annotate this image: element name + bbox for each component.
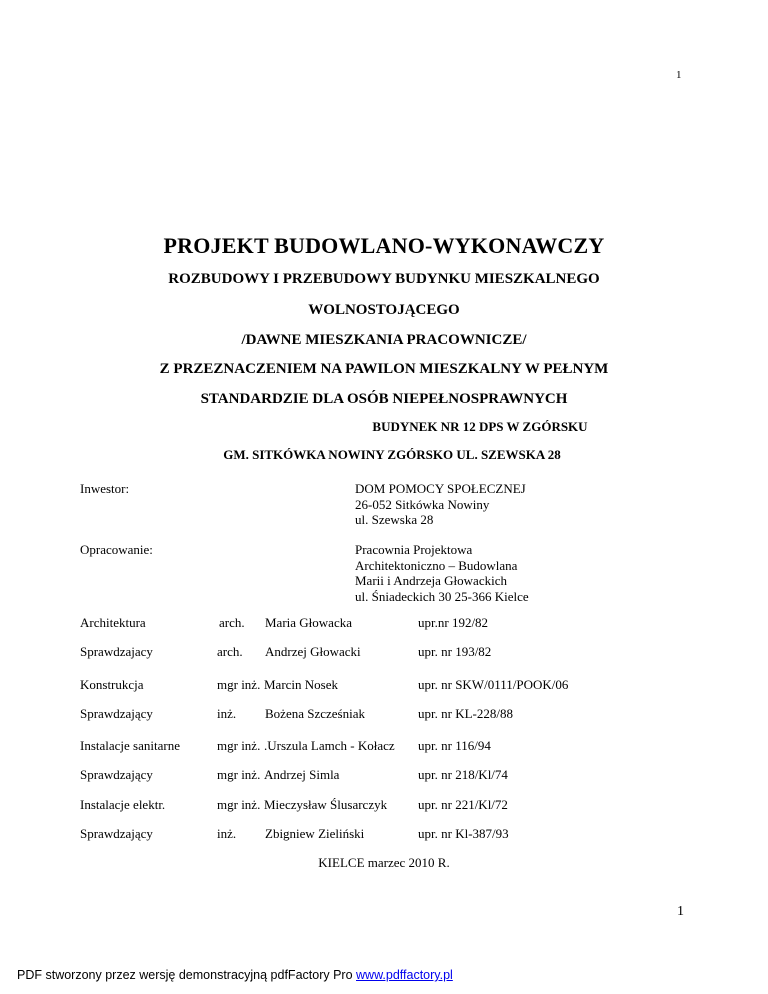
team-license: upr. nr SKW/0111/POOK/06: [418, 677, 569, 692]
date-line: KIELCE marzec 2010 R.: [318, 855, 450, 870]
team-name: Zbigniew Zieliński: [265, 826, 365, 841]
team-role: Sprawdzający: [80, 706, 153, 721]
prepared-by-line-2: Architektoniczno – Budowlana: [355, 557, 518, 573]
team-role: Instalacje sanitarne: [80, 738, 180, 753]
investor-address: [355, 481, 526, 528]
team-role: Instalacje elektr.: [80, 797, 166, 812]
building-number: BUDYNEK NR 12 DPS W ZGÓRSKU: [372, 419, 588, 434]
subtitle-line-4: Z PRZEZNACZENIEM NA PAWILON MIESZKALNY W PEŁNYM: [159, 361, 609, 377]
pdf-watermark-footer: [17, 968, 453, 982]
prepared-by-address: [355, 542, 529, 604]
document-title: PROJEKT BUDOWLANO-WYKONAWCZY: [163, 233, 605, 258]
investor-label: Inwestor:: [80, 481, 130, 496]
prepared-by-line-3: Marii i Andrzeja Głowackich: [355, 573, 507, 588]
team-role: Sprawdzający: [80, 767, 153, 782]
team-role: Sprawdzajacy: [80, 644, 153, 659]
team-license: upr. nr KL-228/88: [418, 706, 513, 721]
team-license: upr.nr 192/82: [418, 615, 489, 630]
pdffactory-link[interactable]: www.pdffactory.pl: [356, 968, 453, 982]
page-number-bottom: 1: [677, 904, 684, 919]
subtitle-line-5: STANDARDZIE DLA OSÓB NIEPEŁNOSPRAWNYCH: [200, 391, 568, 407]
team-title: mgr inż.: [217, 797, 261, 812]
team-title: mgr inż.: [217, 677, 261, 692]
subtitle-line-1: ROZBUDOWY I PRZEBUDOWY BUDYNKU MIESZKALNEGO: [168, 271, 600, 287]
investor-line-2: 26-052 Sitkówka Nowiny: [355, 496, 490, 512]
investor-line-1: DOM POMOCY SPOŁECZNEJ: [355, 481, 526, 496]
team-license: upr. nr 193/82: [418, 644, 492, 659]
team-name: Mieczysław Ślusarczyk: [264, 797, 388, 812]
page-number-top: 1: [676, 69, 682, 81]
pdf-watermark-text: PDF stworzony przez wersję demonstracyjną pdfFactory Pro: [17, 968, 357, 982]
prepared-by-line-1: Pracownia Projektowa: [355, 542, 473, 557]
team-title: mgr inż.: [217, 767, 261, 782]
team-name: .Urszula Lamch - Kołacz: [264, 738, 395, 753]
team-license: upr. nr 221/Kl/72: [418, 797, 508, 812]
team-role: Konstrukcja: [80, 677, 144, 692]
team-name: Marcin Nosek: [264, 677, 339, 692]
team-license: upr. nr 218/Kl/74: [418, 767, 508, 782]
team-name: Andrzej Simla: [264, 767, 340, 782]
team-name: Bożena Szcześniak: [265, 706, 365, 721]
subtitle-line-2: WOLNOSTOJĄCEGO: [308, 302, 460, 318]
team-role: Sprawdzający: [80, 826, 153, 841]
team-title: inż.: [217, 706, 237, 721]
investor-line-3: ul. Szewska 28: [355, 512, 434, 527]
team-role: Architektura: [80, 615, 146, 630]
team-name: Maria Głowacka: [265, 615, 352, 630]
team-title: mgr inż.: [217, 738, 261, 753]
prepared-by-label: Opracowanie:: [80, 542, 153, 557]
team-title: arch.: [219, 615, 245, 630]
team-title: arch.: [217, 644, 243, 659]
building-address: GM. SITKÓWKA NOWINY ZGÓRSKO UL. SZEWSKA 28: [223, 447, 561, 462]
team-name: Andrzej Głowacki: [265, 644, 361, 659]
subtitle-line-3: /DAWNE MIESZKANIA PRACOWNICZE/: [241, 332, 527, 348]
team-title: inż.: [217, 826, 237, 841]
team-license: upr. nr 116/94: [418, 738, 491, 753]
team-license: upr. nr Kl-387/93: [418, 826, 509, 841]
prepared-by-line-4: ul. Śniadeckich 30 25-366 Kielce: [355, 588, 529, 604]
